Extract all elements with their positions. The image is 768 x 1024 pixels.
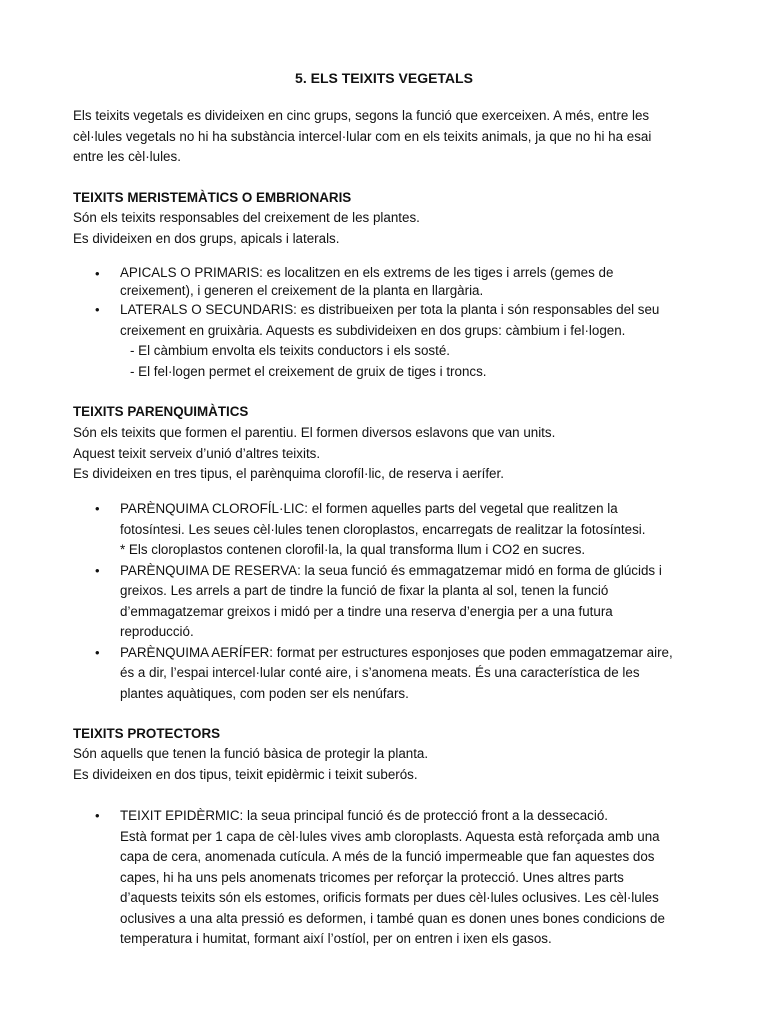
bullet-line: PARÈNQUIMA AERÍFER: format per estructures esponjoses que poden emmagatzemar aire, bbox=[120, 644, 673, 660]
section-heading-protective: TEIXITS PROTECTORS bbox=[73, 726, 221, 741]
sub-item: - El fel·logen permet el creixement de gruix de tiges i troncs. bbox=[130, 363, 487, 379]
bullet-line: és a dir, l’espai intercel·lular conté aire, i s’anomena meats. És una característica de les bbox=[120, 665, 640, 680]
intro-line: Els teixits vegetals es divideixen en cinc grups, segons la funció que exerceixen. A més, entre les bbox=[73, 108, 650, 123]
bullet-dot: • bbox=[95, 562, 100, 578]
section-line: Aquest teixit serveix d’unió d’altres teixits. bbox=[73, 445, 321, 461]
bullet-epidermis bbox=[73, 806, 698, 950]
bullet-line: PARÈNQUIMA DE RESERVA: la seua funció és emmagatzemar midó en forma de glúcids i bbox=[120, 562, 662, 578]
section-line: Es divideixen en dos grups, apicals i laterals. bbox=[73, 230, 340, 246]
section-heading-meristematics: TEIXITS MERISTEMÀTICS O EMBRIONARIS bbox=[73, 190, 352, 205]
page-title: 5. ELS TEIXITS VEGETALS bbox=[295, 70, 473, 86]
intro-line: entre les cèl·lules. bbox=[73, 149, 181, 164]
meristematics-bullet-list bbox=[73, 264, 698, 382]
section-body-parenchyma bbox=[73, 423, 698, 485]
section-line: Són els teixits que formen el parentiu. El formen diversos eslavons que van units. bbox=[73, 425, 556, 440]
bullet-line: capa de cera, anomenada cutícula. A més de la funció impermeable que fan aquestes dos bbox=[120, 849, 655, 864]
bullet-line: capes, hi ha uns pels anomenats tricomes per reforçar la protecció. Unes altres parts bbox=[120, 869, 624, 885]
section-body-meristematics bbox=[73, 208, 698, 249]
bullet-line: APICALS O PRIMARIS: es localitzen en els extrems de les tiges i arrels (gemes de bbox=[120, 265, 614, 280]
bullet-line: fotosíntesi. Les seues cèl·lules tenen cloroplastos, encarregats de realitzar la fotosíntesi. bbox=[120, 521, 646, 537]
bullet-chlorophyll-parenchyma bbox=[73, 499, 698, 561]
bullet-dot: • bbox=[95, 501, 100, 516]
bullet-aerenchyma bbox=[73, 643, 698, 705]
bullet-note: * Els cloroplastos contenen clorofil·la, la qual transforma llum i CO2 en sucres. bbox=[120, 542, 586, 557]
bullet-line: reproducció. bbox=[120, 624, 194, 639]
intro-paragraph bbox=[73, 106, 698, 168]
parenchyma-bullet-list bbox=[73, 499, 698, 704]
bullet-line: PARÈNQUIMA CLOROFÍL·LIC: el formen aquelles parts del vegetal que realitzen la bbox=[120, 501, 618, 516]
sub-item: - El càmbium envolta els teixits conductors i els sosté. bbox=[130, 343, 451, 358]
intro-line: cèl·lules vegetals no hi ha substància intercel·lular com en els teixits animals, ja que no hi ha esai bbox=[73, 128, 652, 144]
bullet-dot: • bbox=[95, 808, 100, 823]
section-line: Són aquells que tenen la funció bàsica de protegir la planta. bbox=[73, 746, 429, 761]
bullet-dot: • bbox=[95, 644, 100, 660]
section-heading-parenchyma: TEIXITS PARENQUIMÀTICS bbox=[73, 404, 249, 419]
bullet-line: greixos. Les arrels a part de tindre la funció de fixar la planta al sol, tenen la funció bbox=[120, 583, 609, 598]
section-line: Es divideixen en tres tipus, el parènquima clorofíl·lic, de reserva i aerífer. bbox=[73, 466, 504, 481]
bullet-apicals bbox=[73, 264, 698, 300]
bullet-line: oclusives a una alta pressió es deformen, i també quan es donen unes bones condicions de bbox=[120, 910, 665, 926]
bullet-laterals bbox=[73, 300, 698, 382]
bullet-line: d’aquests teixits són els estomes, orificis formats per dues cèl·lules oclusives. Les cèl·lules bbox=[120, 890, 659, 905]
bullet-line: creixement en gruixària. Aquests es subdivideixen en dos grups: càmbium i fel·logen. bbox=[120, 322, 626, 338]
bullet-line: TEIXIT EPIDÈRMIC: la seua principal funció és de protecció front a la dessecació. bbox=[120, 808, 608, 823]
bullet-dot: • bbox=[95, 266, 100, 281]
section-body-protective bbox=[73, 744, 698, 785]
bullet-line: creixement), i generen el creixement de la planta en llargària. bbox=[120, 283, 484, 298]
bullet-line: LATERALS O SECUNDARIS: es distribueixen per tota la planta i són responsables del seu bbox=[120, 302, 660, 317]
bullet-line: temperatura i humitat, formant així l’ostíol, per on entren i ixen els gasos. bbox=[120, 931, 552, 946]
bullet-line: Està format per 1 capa de cèl·lules vives amb cloroplasts. Aquesta està reforçada amb una bbox=[120, 828, 660, 844]
bullet-line: d’emmagatzemar greixos i midó per a tindre una reserva d’energia per a una futura bbox=[120, 603, 613, 619]
bullet-dot: • bbox=[95, 302, 100, 317]
bullet-reserve-parenchyma bbox=[73, 561, 698, 643]
section-line: Es divideixen en dos tipus, teixit epidèrmic i teixit suberós. bbox=[73, 766, 418, 782]
protective-bullet-list bbox=[73, 806, 698, 950]
section-line: Són els teixits responsables del creixement de les plantes. bbox=[73, 210, 420, 225]
bullet-line: plantes aquàtiques, com poden ser els nenúfars. bbox=[120, 685, 409, 701]
